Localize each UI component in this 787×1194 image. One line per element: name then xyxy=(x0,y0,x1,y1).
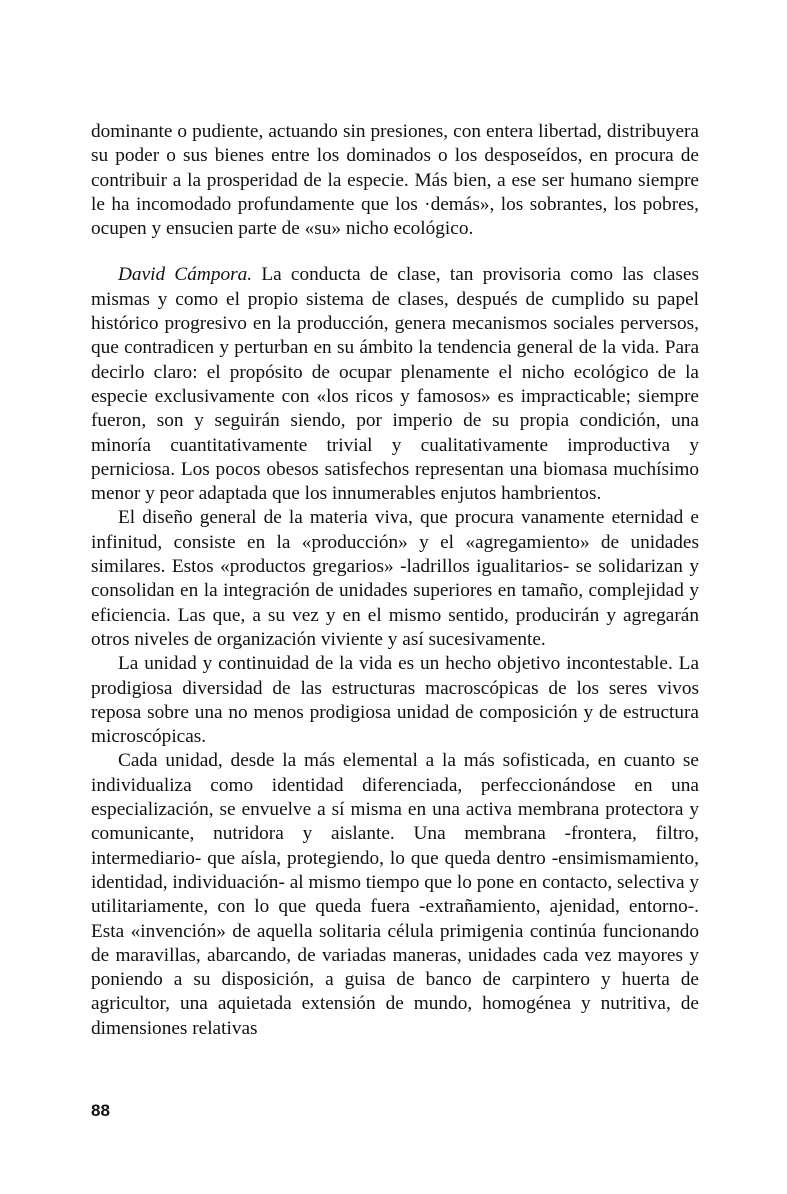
speaker-name: David Cámpora. xyxy=(118,264,253,286)
paragraph-unity: La unidad y continuidad de la vida es un hecho objetivo incontestable. La prodigiosa diversidad de las estructuras macroscópicas de los seres vivos reposa sobre una no menos prodigiosa unidad de composición y de estructura microscópicas. xyxy=(91,653,699,748)
paragraph-gap xyxy=(91,241,699,263)
paragraph-text: La conducta de clase, tan provisoria como las clases mismas y como el propio sistema de clases, después de cumplido su papel histórico progresivo en la producción, genera mecanismos sociales perversos, que contradicen y perturban en su ámbito la tendencia general de la vida. Para decirlo claro: el propósito de ocupar plenamente el nicho ecológico de la especie exclusivamente con «los ricos y famosos» es impracticable; siempre fueron, son y seguirán siendo, por imperio de su propia condición, una minoría cuantitativamente trivial y cualitativamente improductiva y perniciosa. Los pocos obesos satisfechos representan una biomasa muchísimo menor y peor adaptada que los innumerables enjutos hambrientos. xyxy=(91,264,699,505)
paragraph-continued: dominante o pudiente, actuando sin presiones, con entera libertad, distribuyera su poder o sus bienes entre los dominados o los desposeídos, en procura de contribuir a la prosperidad de la especie. Más bien, a ese ser humano siempre le ha incomodado profundamente que los ·demás», los sobrantes, los pobres, ocupen y ensucien parte de «su» nicho ecológico. xyxy=(91,121,699,240)
paragraph-design: El diseño general de la materia viva, que procura vanamente eternidad e infinitud, consiste en la «producción» y el «agregamiento» de unidades similares. Estos «productos gregarios» -ladrillos igualitarios- se solidarizan y consolidan en la integración de unidades superiores en tamaño, complejidad y eficiencia. Las que, a su vez y en el mismo sentido, producirán y agregarán otros niveles de organización viviente y así sucesivamente. xyxy=(91,507,699,650)
paragraph-membrane: Cada unidad, desde la más elemental a la más sofisticada, en cuanto se individualiza como identidad diferenciada, perfeccionándose en una especialización, se envuelve a sí misma en una activa membrana protectora y comunicante, nutridora y aislante. Una membrana -frontera, filtro, intermediario- que aísla, protegiendo, lo que queda dentro -ensimismamiento, identidad, individuación- al mismo tiempo que lo pone en contacto, selectiva y utilitariamente, con lo que queda fuera -extrañamiento, ajenidad, entorno-. Esta «invención» de aquella solitaria célula primigenia continúa funcionando de maravillas, abarcando, de variadas maneras, unidades cada vez mayores y poniendo a su disposición, a guisa de banco de carpintero y huerta de agricultor, una aquietada extensión de mundo, homogénea y nutritiva, de dimensiones relativas xyxy=(91,750,699,1039)
page-number: 88 xyxy=(91,1101,110,1120)
paragraph-campora xyxy=(91,263,699,506)
page-body xyxy=(91,120,699,1041)
